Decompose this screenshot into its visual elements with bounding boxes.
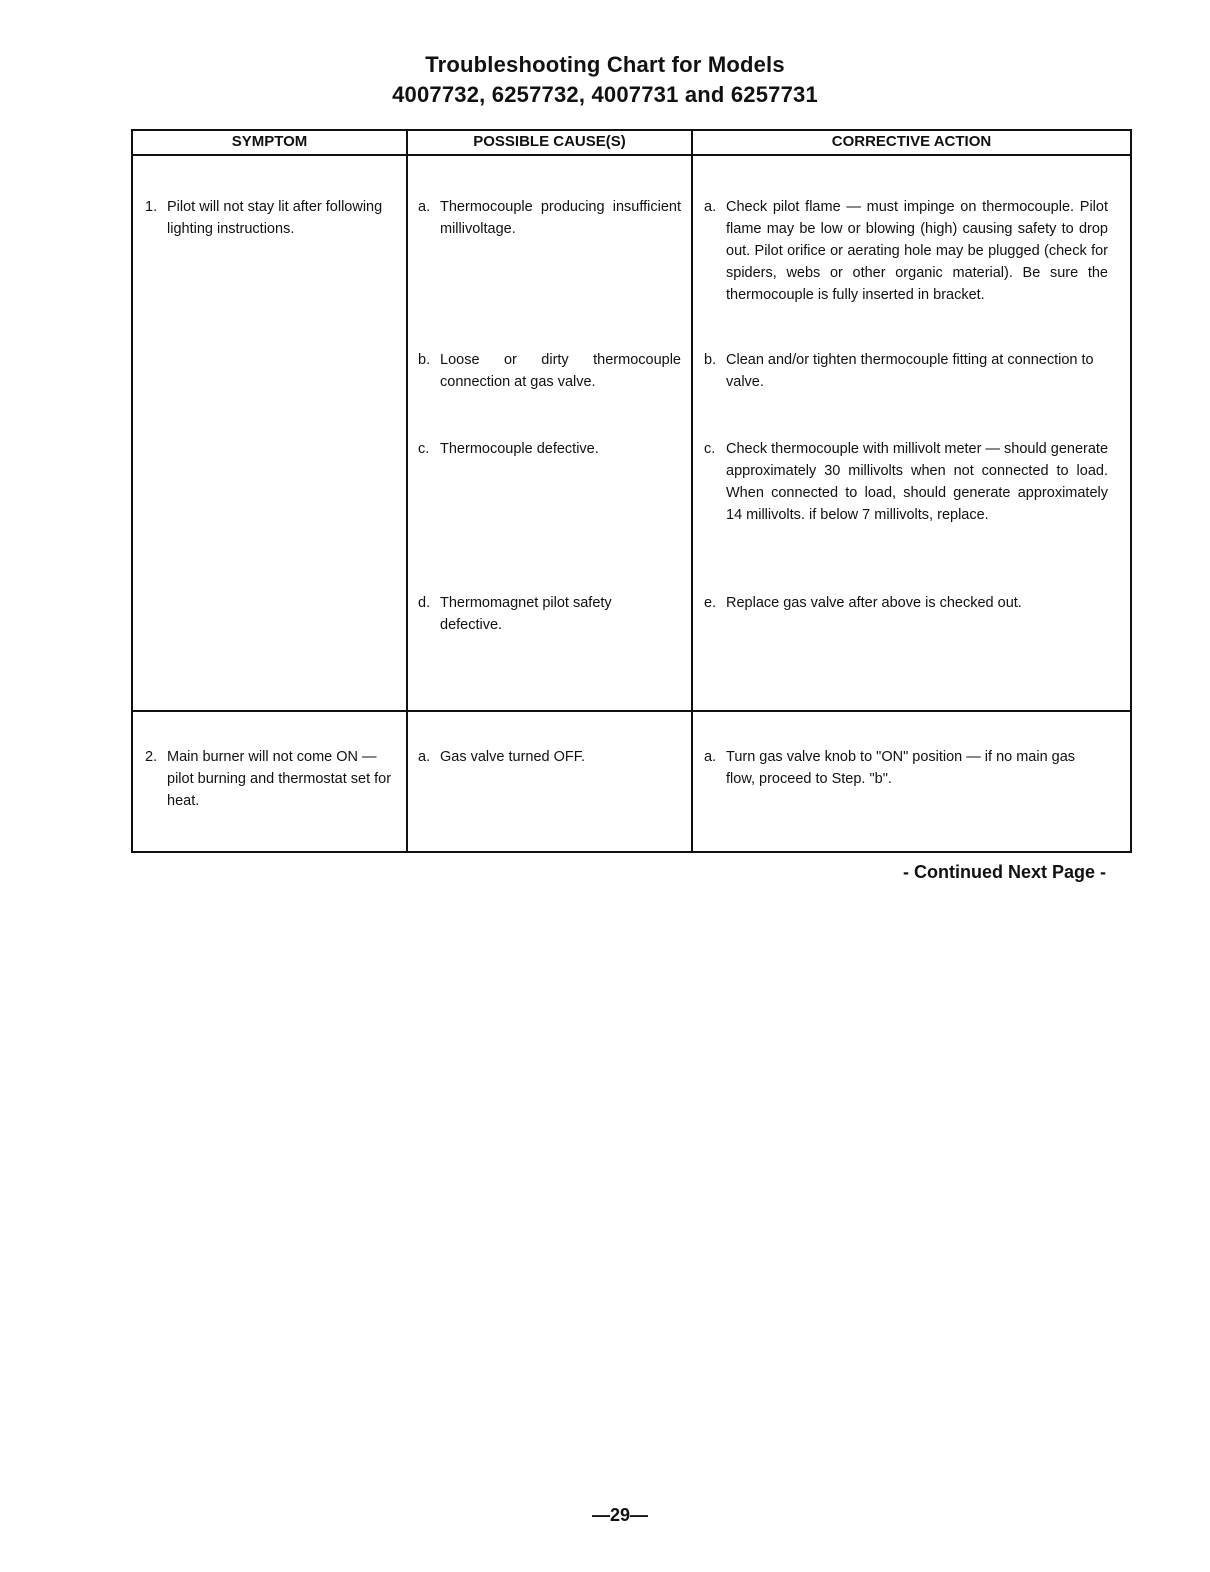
action-label: a.	[704, 749, 717, 765]
header-bottom-border	[131, 154, 1132, 156]
header-corrective-action: CORRECTIVE ACTION	[831, 133, 992, 150]
model-numbers: 4007732, 6257732, 4007731 and 6257731	[392, 82, 818, 107]
action-text: Clean and/or tighten thermocouple fitting at connection to valve.	[726, 352, 1094, 390]
action-2a	[704, 746, 1108, 790]
table-bottom-border	[131, 851, 1132, 853]
action-1e	[704, 592, 1108, 614]
cause-1c	[418, 438, 681, 460]
header-possible-causes: POSSIBLE CAUSE(S)	[473, 133, 626, 150]
cause-label: a.	[418, 199, 431, 215]
action-label: b.	[704, 352, 717, 368]
cause-label: c.	[418, 441, 430, 457]
cause-text: Thermocouple producing insufficient millivoltage.	[440, 199, 681, 237]
cause-2a	[418, 746, 681, 768]
cause-text: Thermomagnet pilot safety defective.	[440, 595, 612, 633]
page-number: —29—	[591, 1505, 649, 1525]
table-right-border	[1130, 129, 1132, 853]
action-text: Replace gas valve after above is checked out.	[726, 595, 1022, 611]
symptom-text: Pilot will not stay lit after following lighting instructions.	[167, 199, 383, 237]
cause-label: a.	[418, 749, 431, 765]
action-label: e.	[704, 595, 717, 611]
cause-text: Gas valve turned OFF.	[440, 749, 586, 765]
symptom-number: 2.	[145, 749, 158, 765]
cause-text: Thermocouple defective.	[440, 441, 599, 457]
cause-1d	[418, 592, 681, 636]
column-divider-1	[406, 129, 408, 853]
action-label: a.	[704, 199, 717, 215]
action-1c	[704, 438, 1108, 526]
action-1a	[704, 196, 1108, 306]
symptom-text: Main burner will not come ON — pilot burning and thermostat set for heat.	[167, 749, 392, 809]
column-divider-2	[691, 129, 693, 853]
cause-label: d.	[418, 595, 431, 611]
continued-next-page: - Continued Next Page -	[902, 862, 1106, 882]
header-symptom: SYMPTOM	[231, 133, 308, 150]
symptom-2	[145, 746, 397, 812]
page-title: Troubleshooting Chart for Models	[425, 52, 785, 77]
symptom-1	[145, 196, 397, 240]
row-divider	[131, 710, 1132, 712]
cause-label: b.	[418, 352, 431, 368]
symptom-number: 1.	[145, 199, 158, 215]
action-1b	[704, 349, 1108, 393]
cause-text: Loose or dirty thermocouple connection at gas valve.	[440, 352, 681, 390]
cause-1b	[418, 349, 681, 393]
table-left-border	[131, 129, 133, 853]
action-text: Check pilot flame — must impinge on thermocouple. Pilot flame may be low or blowing (high) causing safety to drop out. Pilot orifice or aerating hole may be plugged (check for spiders, webs or other organic material). Be sure the thermocouple is fully inserted in bracket.	[726, 199, 1108, 303]
cause-1a	[418, 196, 681, 240]
action-label: c.	[704, 441, 716, 457]
action-text: Check thermocouple with millivolt meter — should generate approximately 30 millivolts when not connected to load. When connected to load, should generate approximately 14 millivolts. if below 7 millivolts, replace.	[726, 441, 1109, 523]
action-text: Turn gas valve knob to "ON" position — if no main gas flow, proceed to Step. "b".	[726, 749, 1076, 787]
